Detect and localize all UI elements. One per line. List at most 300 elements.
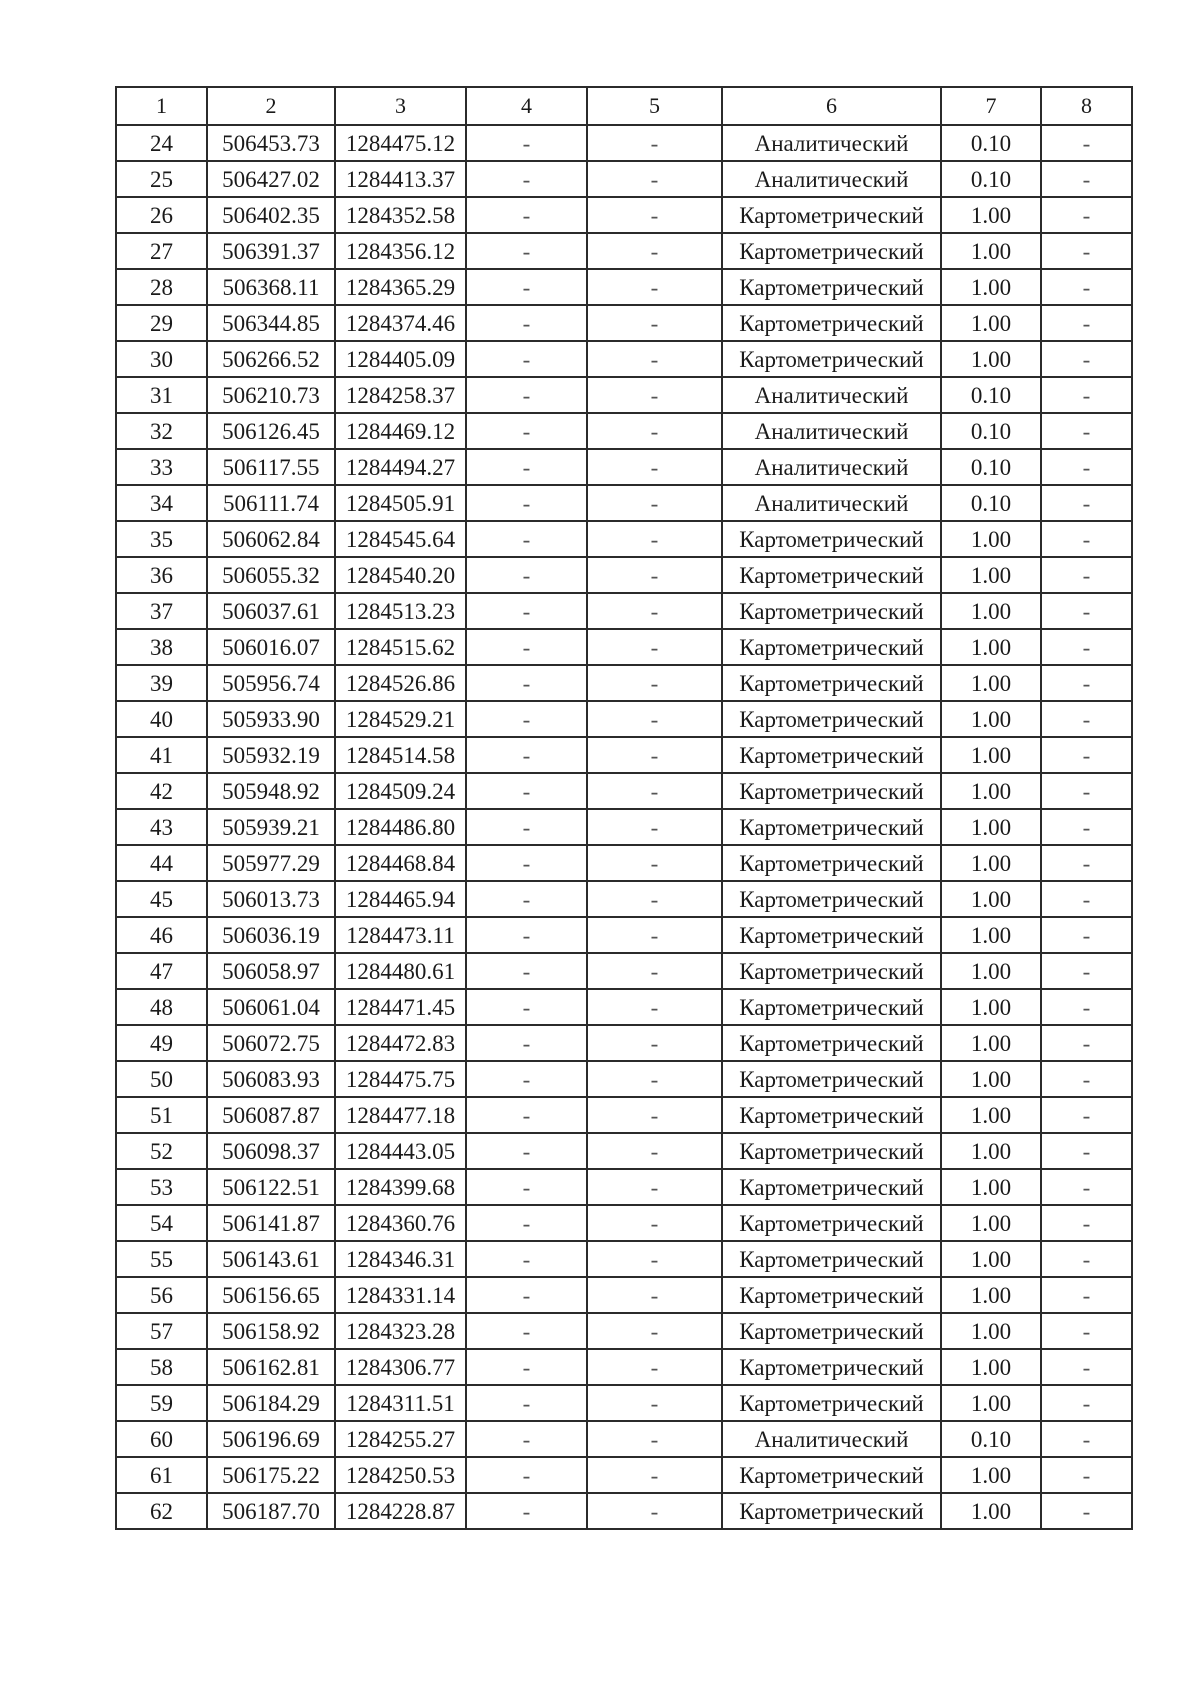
- cell-accuracy: 1.00: [941, 341, 1041, 377]
- cell-col-5: -: [587, 989, 722, 1025]
- cell-method: Картометрический: [722, 989, 941, 1025]
- cell-col-8: -: [1041, 269, 1132, 305]
- column-header-4: 4: [466, 87, 587, 125]
- cell-x-coordinate: 506184.29: [207, 1385, 335, 1421]
- cell-col-4: -: [466, 1349, 587, 1385]
- cell-col-8: -: [1041, 809, 1132, 845]
- cell-col-4: -: [466, 413, 587, 449]
- cell-x-coordinate: 506036.19: [207, 917, 335, 953]
- cell-col-5: -: [587, 701, 722, 737]
- cell-col-5: -: [587, 1493, 722, 1529]
- cell-col-4: -: [466, 485, 587, 521]
- cell-col-5: -: [587, 665, 722, 701]
- cell-col-5: -: [587, 1385, 722, 1421]
- cell-accuracy: 1.00: [941, 1061, 1041, 1097]
- cell-point-number: 46: [116, 917, 207, 953]
- cell-accuracy: 1.00: [941, 197, 1041, 233]
- cell-y-coordinate: 1284468.84: [335, 845, 466, 881]
- column-header-5: 5: [587, 87, 722, 125]
- cell-col-8: -: [1041, 1133, 1132, 1169]
- cell-x-coordinate: 506402.35: [207, 197, 335, 233]
- cell-x-coordinate: 506143.61: [207, 1241, 335, 1277]
- cell-accuracy: 1.00: [941, 1313, 1041, 1349]
- cell-point-number: 31: [116, 377, 207, 413]
- column-header-8: 8: [1041, 87, 1132, 125]
- cell-x-coordinate: 506055.32: [207, 557, 335, 593]
- table-row: [116, 737, 1132, 773]
- cell-col-5: -: [587, 269, 722, 305]
- cell-y-coordinate: 1284540.20: [335, 557, 466, 593]
- cell-col-8: -: [1041, 377, 1132, 413]
- table-header-row: [116, 87, 1132, 125]
- table-row: [116, 305, 1132, 341]
- cell-col-4: -: [466, 377, 587, 413]
- cell-x-coordinate: 506016.07: [207, 629, 335, 665]
- cell-accuracy: 1.00: [941, 809, 1041, 845]
- cell-col-4: -: [466, 233, 587, 269]
- cell-col-5: -: [587, 1313, 722, 1349]
- cell-x-coordinate: 506266.52: [207, 341, 335, 377]
- cell-method: Картометрический: [722, 773, 941, 809]
- cell-x-coordinate: 505948.92: [207, 773, 335, 809]
- cell-col-4: -: [466, 1313, 587, 1349]
- cell-y-coordinate: 1284494.27: [335, 449, 466, 485]
- table-row: [116, 665, 1132, 701]
- cell-accuracy: 0.10: [941, 1421, 1041, 1457]
- table-row: [116, 1313, 1132, 1349]
- table-row: [116, 1457, 1132, 1493]
- cell-x-coordinate: 506344.85: [207, 305, 335, 341]
- cell-accuracy: 1.00: [941, 1349, 1041, 1385]
- cell-col-4: -: [466, 881, 587, 917]
- cell-y-coordinate: 1284526.86: [335, 665, 466, 701]
- column-header-3: 3: [335, 87, 466, 125]
- cell-method: Аналитический: [722, 125, 941, 161]
- cell-col-4: -: [466, 1457, 587, 1493]
- cell-col-8: -: [1041, 773, 1132, 809]
- cell-accuracy: 1.00: [941, 269, 1041, 305]
- cell-col-5: -: [587, 1457, 722, 1493]
- cell-method: Картометрический: [722, 305, 941, 341]
- cell-method: Картометрический: [722, 917, 941, 953]
- table-row: [116, 413, 1132, 449]
- cell-col-8: -: [1041, 1241, 1132, 1277]
- table-row: [116, 773, 1132, 809]
- cell-col-5: -: [587, 881, 722, 917]
- cell-col-8: -: [1041, 1421, 1132, 1457]
- cell-accuracy: 1.00: [941, 1493, 1041, 1529]
- cell-accuracy: 1.00: [941, 521, 1041, 557]
- cell-point-number: 61: [116, 1457, 207, 1493]
- cell-x-coordinate: 506175.22: [207, 1457, 335, 1493]
- cell-accuracy: 1.00: [941, 1169, 1041, 1205]
- cell-accuracy: 1.00: [941, 737, 1041, 773]
- cell-point-number: 51: [116, 1097, 207, 1133]
- cell-col-4: -: [466, 953, 587, 989]
- cell-x-coordinate: 506391.37: [207, 233, 335, 269]
- cell-accuracy: 0.10: [941, 449, 1041, 485]
- cell-col-8: -: [1041, 665, 1132, 701]
- cell-x-coordinate: 506117.55: [207, 449, 335, 485]
- cell-x-coordinate: 506013.73: [207, 881, 335, 917]
- cell-x-coordinate: 506368.11: [207, 269, 335, 305]
- cell-method: Картометрический: [722, 1133, 941, 1169]
- cell-col-5: -: [587, 953, 722, 989]
- cell-col-4: -: [466, 989, 587, 1025]
- cell-col-5: -: [587, 197, 722, 233]
- cell-col-8: -: [1041, 629, 1132, 665]
- cell-x-coordinate: 506210.73: [207, 377, 335, 413]
- table-row: [116, 989, 1132, 1025]
- cell-point-number: 44: [116, 845, 207, 881]
- cell-method: Картометрический: [722, 1169, 941, 1205]
- cell-col-4: -: [466, 125, 587, 161]
- cell-col-4: -: [466, 629, 587, 665]
- cell-point-number: 52: [116, 1133, 207, 1169]
- cell-point-number: 32: [116, 413, 207, 449]
- cell-col-8: -: [1041, 485, 1132, 521]
- cell-accuracy: 1.00: [941, 1241, 1041, 1277]
- table-row: [116, 1133, 1132, 1169]
- cell-method: Аналитический: [722, 377, 941, 413]
- cell-x-coordinate: 506098.37: [207, 1133, 335, 1169]
- cell-x-coordinate: 506196.69: [207, 1421, 335, 1457]
- cell-accuracy: 1.00: [941, 1385, 1041, 1421]
- cell-y-coordinate: 1284475.75: [335, 1061, 466, 1097]
- cell-x-coordinate: 506156.65: [207, 1277, 335, 1313]
- cell-point-number: 62: [116, 1493, 207, 1529]
- cell-col-5: -: [587, 1061, 722, 1097]
- table-row: [116, 1169, 1132, 1205]
- cell-y-coordinate: 1284443.05: [335, 1133, 466, 1169]
- cell-x-coordinate: 505939.21: [207, 809, 335, 845]
- cell-method: Картометрический: [722, 629, 941, 665]
- cell-method: Картометрический: [722, 593, 941, 629]
- cell-col-4: -: [466, 1421, 587, 1457]
- column-header-1: 1: [116, 87, 207, 125]
- cell-point-number: 30: [116, 341, 207, 377]
- cell-col-8: -: [1041, 1169, 1132, 1205]
- cell-method: Картометрический: [722, 953, 941, 989]
- cell-y-coordinate: 1284258.37: [335, 377, 466, 413]
- cell-x-coordinate: 506058.97: [207, 953, 335, 989]
- cell-y-coordinate: 1284228.87: [335, 1493, 466, 1529]
- cell-point-number: 34: [116, 485, 207, 521]
- cell-col-4: -: [466, 1241, 587, 1277]
- cell-col-5: -: [587, 1241, 722, 1277]
- cell-point-number: 59: [116, 1385, 207, 1421]
- cell-col-8: -: [1041, 449, 1132, 485]
- cell-y-coordinate: 1284505.91: [335, 485, 466, 521]
- cell-y-coordinate: 1284374.46: [335, 305, 466, 341]
- cell-col-8: -: [1041, 125, 1132, 161]
- cell-x-coordinate: 505932.19: [207, 737, 335, 773]
- cell-method: Картометрический: [722, 1349, 941, 1385]
- table-row: [116, 881, 1132, 917]
- cell-x-coordinate: 505933.90: [207, 701, 335, 737]
- cell-col-5: -: [587, 1277, 722, 1313]
- cell-y-coordinate: 1284250.53: [335, 1457, 466, 1493]
- cell-point-number: 45: [116, 881, 207, 917]
- cell-point-number: 39: [116, 665, 207, 701]
- cell-point-number: 40: [116, 701, 207, 737]
- cell-col-4: -: [466, 773, 587, 809]
- cell-col-4: -: [466, 665, 587, 701]
- cell-method: Картометрический: [722, 341, 941, 377]
- cell-accuracy: 1.00: [941, 233, 1041, 269]
- table-row: [116, 233, 1132, 269]
- cell-col-5: -: [587, 413, 722, 449]
- cell-y-coordinate: 1284346.31: [335, 1241, 466, 1277]
- table-row: [116, 197, 1132, 233]
- cell-y-coordinate: 1284255.27: [335, 1421, 466, 1457]
- cell-col-8: -: [1041, 1025, 1132, 1061]
- cell-x-coordinate: 506162.81: [207, 1349, 335, 1385]
- cell-accuracy: 1.00: [941, 1277, 1041, 1313]
- cell-col-5: -: [587, 161, 722, 197]
- cell-y-coordinate: 1284545.64: [335, 521, 466, 557]
- cell-y-coordinate: 1284514.58: [335, 737, 466, 773]
- cell-col-5: -: [587, 917, 722, 953]
- cell-col-8: -: [1041, 557, 1132, 593]
- cell-x-coordinate: 506087.87: [207, 1097, 335, 1133]
- cell-col-4: -: [466, 1385, 587, 1421]
- cell-col-8: -: [1041, 1061, 1132, 1097]
- cell-col-5: -: [587, 1133, 722, 1169]
- cell-y-coordinate: 1284356.12: [335, 233, 466, 269]
- cell-accuracy: 1.00: [941, 989, 1041, 1025]
- cell-point-number: 29: [116, 305, 207, 341]
- cell-point-number: 35: [116, 521, 207, 557]
- cell-col-5: -: [587, 449, 722, 485]
- cell-col-8: -: [1041, 305, 1132, 341]
- cell-y-coordinate: 1284477.18: [335, 1097, 466, 1133]
- cell-method: Картометрический: [722, 665, 941, 701]
- cell-col-8: -: [1041, 1313, 1132, 1349]
- cell-accuracy: 1.00: [941, 629, 1041, 665]
- cell-x-coordinate: 506126.45: [207, 413, 335, 449]
- cell-y-coordinate: 1284486.80: [335, 809, 466, 845]
- table-row: [116, 953, 1132, 989]
- cell-accuracy: 1.00: [941, 593, 1041, 629]
- cell-col-8: -: [1041, 1205, 1132, 1241]
- cell-col-4: -: [466, 1493, 587, 1529]
- cell-accuracy: 0.10: [941, 125, 1041, 161]
- cell-x-coordinate: 506037.61: [207, 593, 335, 629]
- cell-col-4: -: [466, 161, 587, 197]
- cell-accuracy: 1.00: [941, 305, 1041, 341]
- cell-y-coordinate: 1284311.51: [335, 1385, 466, 1421]
- cell-col-5: -: [587, 557, 722, 593]
- cell-method: Картометрический: [722, 233, 941, 269]
- cell-col-4: -: [466, 557, 587, 593]
- cell-accuracy: 1.00: [941, 917, 1041, 953]
- cell-col-8: -: [1041, 197, 1132, 233]
- cell-accuracy: 0.10: [941, 413, 1041, 449]
- cell-col-5: -: [587, 593, 722, 629]
- cell-accuracy: 1.00: [941, 1457, 1041, 1493]
- cell-point-number: 47: [116, 953, 207, 989]
- cell-point-number: 24: [116, 125, 207, 161]
- cell-method: Картометрический: [722, 1457, 941, 1493]
- table-row: [116, 629, 1132, 665]
- cell-col-8: -: [1041, 1277, 1132, 1313]
- cell-point-number: 56: [116, 1277, 207, 1313]
- cell-col-8: -: [1041, 593, 1132, 629]
- table-row: [116, 557, 1132, 593]
- cell-col-8: -: [1041, 881, 1132, 917]
- cell-method: Картометрический: [722, 557, 941, 593]
- cell-method: Картометрический: [722, 197, 941, 233]
- cell-point-number: 49: [116, 1025, 207, 1061]
- cell-col-4: -: [466, 1061, 587, 1097]
- cell-col-4: -: [466, 1133, 587, 1169]
- cell-x-coordinate: 506453.73: [207, 125, 335, 161]
- cell-col-5: -: [587, 737, 722, 773]
- cell-col-8: -: [1041, 989, 1132, 1025]
- cell-accuracy: 1.00: [941, 1025, 1041, 1061]
- cell-col-8: -: [1041, 737, 1132, 773]
- table-row: [116, 1205, 1132, 1241]
- cell-accuracy: 1.00: [941, 773, 1041, 809]
- cell-col-8: -: [1041, 233, 1132, 269]
- cell-point-number: 37: [116, 593, 207, 629]
- cell-point-number: 50: [116, 1061, 207, 1097]
- cell-col-5: -: [587, 521, 722, 557]
- cell-col-4: -: [466, 1277, 587, 1313]
- cell-point-number: 43: [116, 809, 207, 845]
- cell-point-number: 60: [116, 1421, 207, 1457]
- cell-point-number: 42: [116, 773, 207, 809]
- column-header-2: 2: [207, 87, 335, 125]
- cell-col-5: -: [587, 1421, 722, 1457]
- cell-y-coordinate: 1284352.58: [335, 197, 466, 233]
- cell-y-coordinate: 1284480.61: [335, 953, 466, 989]
- cell-col-4: -: [466, 1205, 587, 1241]
- cell-col-5: -: [587, 341, 722, 377]
- cell-method: Картометрический: [722, 1313, 941, 1349]
- cell-col-4: -: [466, 701, 587, 737]
- table-row: [116, 1241, 1132, 1277]
- cell-y-coordinate: 1284465.94: [335, 881, 466, 917]
- cell-x-coordinate: 506083.93: [207, 1061, 335, 1097]
- cell-col-4: -: [466, 1025, 587, 1061]
- coordinates-table: [115, 86, 1133, 1530]
- cell-y-coordinate: 1284323.28: [335, 1313, 466, 1349]
- cell-col-4: -: [466, 809, 587, 845]
- cell-col-8: -: [1041, 845, 1132, 881]
- cell-col-5: -: [587, 809, 722, 845]
- table-row: [116, 845, 1132, 881]
- cell-col-5: -: [587, 1349, 722, 1385]
- cell-y-coordinate: 1284360.76: [335, 1205, 466, 1241]
- cell-method: Картометрический: [722, 1025, 941, 1061]
- cell-col-4: -: [466, 917, 587, 953]
- table-row: [116, 449, 1132, 485]
- cell-col-4: -: [466, 593, 587, 629]
- column-header-6: 6: [722, 87, 941, 125]
- cell-accuracy: 1.00: [941, 665, 1041, 701]
- cell-y-coordinate: 1284471.45: [335, 989, 466, 1025]
- cell-point-number: 55: [116, 1241, 207, 1277]
- cell-col-8: -: [1041, 413, 1132, 449]
- cell-point-number: 26: [116, 197, 207, 233]
- cell-point-number: 58: [116, 1349, 207, 1385]
- cell-y-coordinate: 1284515.62: [335, 629, 466, 665]
- cell-col-8: -: [1041, 1349, 1132, 1385]
- cell-method: Картометрический: [722, 1493, 941, 1529]
- table-row: [116, 701, 1132, 737]
- cell-method: Картометрический: [722, 809, 941, 845]
- cell-col-5: -: [587, 125, 722, 161]
- cell-col-4: -: [466, 737, 587, 773]
- table-row: [116, 917, 1132, 953]
- table-row: [116, 125, 1132, 161]
- table-row: [116, 1277, 1132, 1313]
- cell-method: Картометрический: [722, 845, 941, 881]
- cell-accuracy: 0.10: [941, 485, 1041, 521]
- cell-method: Картометрический: [722, 1061, 941, 1097]
- cell-y-coordinate: 1284509.24: [335, 773, 466, 809]
- cell-accuracy: 1.00: [941, 881, 1041, 917]
- cell-col-4: -: [466, 1097, 587, 1133]
- cell-point-number: 57: [116, 1313, 207, 1349]
- cell-method: Аналитический: [722, 413, 941, 449]
- cell-method: Картометрический: [722, 1385, 941, 1421]
- table-row: [116, 1061, 1132, 1097]
- cell-col-4: -: [466, 1169, 587, 1205]
- cell-point-number: 27: [116, 233, 207, 269]
- cell-y-coordinate: 1284365.29: [335, 269, 466, 305]
- table-body: [116, 125, 1132, 1529]
- cell-method: Картометрический: [722, 1241, 941, 1277]
- cell-x-coordinate: 506061.04: [207, 989, 335, 1025]
- cell-method: Картометрический: [722, 1205, 941, 1241]
- cell-col-5: -: [587, 485, 722, 521]
- cell-method: Картометрический: [722, 701, 941, 737]
- cell-point-number: 25: [116, 161, 207, 197]
- cell-col-5: -: [587, 233, 722, 269]
- table-row: [116, 593, 1132, 629]
- table-row: [116, 161, 1132, 197]
- cell-col-8: -: [1041, 953, 1132, 989]
- cell-col-5: -: [587, 629, 722, 665]
- cell-accuracy: 1.00: [941, 1133, 1041, 1169]
- cell-method: Картометрический: [722, 881, 941, 917]
- cell-method: Картометрический: [722, 1277, 941, 1313]
- cell-point-number: 54: [116, 1205, 207, 1241]
- table-row: [116, 269, 1132, 305]
- table-row: [116, 521, 1132, 557]
- cell-y-coordinate: 1284469.12: [335, 413, 466, 449]
- cell-method: Аналитический: [722, 161, 941, 197]
- cell-accuracy: 1.00: [941, 1097, 1041, 1133]
- cell-col-5: -: [587, 845, 722, 881]
- cell-x-coordinate: 505977.29: [207, 845, 335, 881]
- cell-y-coordinate: 1284399.68: [335, 1169, 466, 1205]
- cell-method: Картометрический: [722, 269, 941, 305]
- cell-col-4: -: [466, 521, 587, 557]
- cell-col-8: -: [1041, 1385, 1132, 1421]
- table-row: [116, 809, 1132, 845]
- cell-y-coordinate: 1284475.12: [335, 125, 466, 161]
- cell-col-5: -: [587, 305, 722, 341]
- table-row: [116, 377, 1132, 413]
- cell-col-4: -: [466, 197, 587, 233]
- cell-point-number: 28: [116, 269, 207, 305]
- table-row: [116, 1421, 1132, 1457]
- cell-col-8: -: [1041, 161, 1132, 197]
